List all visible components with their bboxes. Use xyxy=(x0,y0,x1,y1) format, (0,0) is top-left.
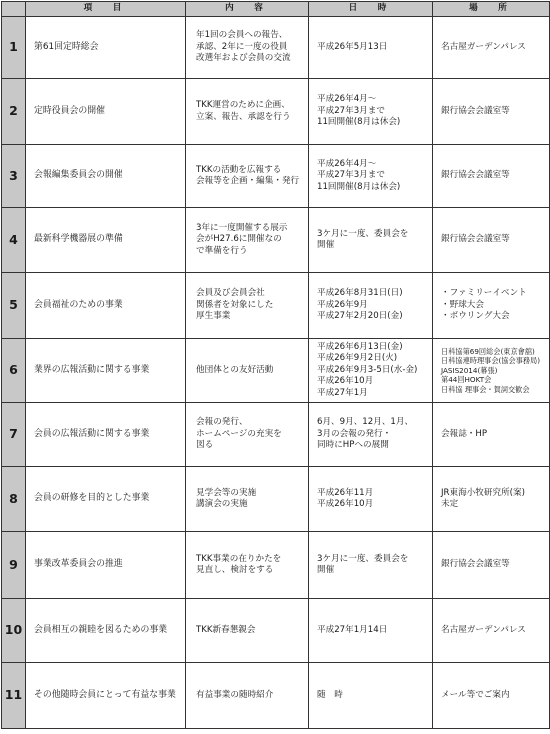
datetime-cell-line: 3ケ月に一度、委員会を xyxy=(317,228,409,239)
datetime-cell-line: 平成27年2月20日(金) xyxy=(317,311,403,322)
content-cell xyxy=(186,273,309,339)
datetime-cell xyxy=(309,339,433,403)
row-number: 8 xyxy=(2,467,26,532)
item-cell: 業界の広報活動に関する事業 xyxy=(26,339,186,403)
datetime-cell-line: 3月の会報の発行・ xyxy=(317,428,392,439)
row-number: 1 xyxy=(2,17,26,79)
content-cell-line: で準備を行う xyxy=(196,245,248,256)
place-cell xyxy=(433,467,550,532)
datetime-cell xyxy=(309,663,433,729)
table-row xyxy=(2,273,550,339)
schedule-table xyxy=(1,1,550,729)
place-cell-line: JASIS2014(幕張) xyxy=(441,365,498,375)
place-cell-line: メール等でご案内 xyxy=(441,689,510,700)
place-cell-line: 銀行協会会議室等 xyxy=(441,170,510,181)
content-cell-line: ホームページの充実を xyxy=(196,428,282,439)
datetime-cell-line: 平成26年9月3-5日(水-金) xyxy=(317,364,418,375)
content-cell-line: 年1回の会員への報告、 xyxy=(196,30,288,41)
table-row xyxy=(2,403,550,467)
datetime-cell xyxy=(309,532,433,599)
place-cell-line: JR東海小牧研究所(案) xyxy=(441,487,525,498)
content-cell-line: TKK事業の在りかたを xyxy=(196,553,282,564)
datetime-cell-line: 開催 xyxy=(317,240,335,250)
table-row xyxy=(2,599,550,663)
place-cell-line: 日科協連時理事会(協会事務局) xyxy=(441,356,541,366)
place-cell-line: 第44回HOKT会 xyxy=(441,375,492,385)
content-cell-line: 改選年および会員の交流 xyxy=(196,53,291,64)
header-datetime: 日 時 xyxy=(309,2,433,17)
content-cell xyxy=(186,663,309,729)
content-cell xyxy=(186,599,309,663)
content-cell-line: TKKの活動を広報する xyxy=(196,164,282,175)
content-cell xyxy=(186,403,309,467)
place-cell xyxy=(433,145,550,208)
header-content: 内 容 xyxy=(186,2,309,17)
table-row xyxy=(2,339,550,403)
place-cell-line: ・ボウリング大会 xyxy=(441,311,510,322)
item-cell: 会員福祉のための事業 xyxy=(26,273,186,339)
datetime-cell xyxy=(309,467,433,532)
item-cell: 最新科学機器展の準備 xyxy=(26,208,186,273)
row-number: 2 xyxy=(2,79,26,145)
item-cell: 会員の広報活動に関する事業 xyxy=(26,403,186,467)
datetime-cell xyxy=(309,599,433,663)
datetime-cell-line: 平成26年10月 xyxy=(317,499,374,509)
content-cell-line: 関係者を対象にした xyxy=(196,299,274,310)
place-cell xyxy=(433,532,550,599)
content-cell xyxy=(186,17,309,79)
content-cell-line: 会がH27.6に開催なの xyxy=(196,234,282,245)
place-cell-line: 日科協第69回総会(東京會舘) xyxy=(441,347,535,357)
row-number: 5 xyxy=(2,273,26,339)
table-row xyxy=(2,145,550,208)
content-cell-line: 会報等を企画・編集・発行 xyxy=(196,176,300,186)
content-cell xyxy=(186,208,309,273)
datetime-cell-line: 平成26年5月13日 xyxy=(317,41,388,52)
place-cell xyxy=(433,403,550,467)
item-cell: 会員相互の親睦を図るための事業 xyxy=(26,599,186,663)
row-number: 7 xyxy=(2,403,26,467)
content-cell-line: 図る xyxy=(196,440,214,451)
datetime-cell-line: 平成27年1月14日 xyxy=(317,624,388,635)
datetime-cell-line: 随 時 xyxy=(317,689,343,700)
content-cell-line: 講演会の実施 xyxy=(196,499,248,509)
datetime-cell-line: 平成27年3月まで xyxy=(317,105,385,116)
content-cell-line: 承認、2年に一度の役員 xyxy=(196,41,288,52)
row-number: 10 xyxy=(2,599,26,663)
content-cell xyxy=(186,145,309,208)
datetime-cell-line: 平成27年3月まで xyxy=(317,170,385,181)
content-cell-line: TKK運営のために企画、 xyxy=(196,100,290,111)
place-cell-line: 銀行協会会議室等 xyxy=(441,559,510,570)
content-cell-line: 他団体との友好活動 xyxy=(196,364,274,375)
datetime-cell-line: 平成26年11月 xyxy=(317,487,374,498)
datetime-cell-line: 6月、9月、12月、1月、 xyxy=(317,417,414,428)
datetime-cell-line: 平成26年10月 xyxy=(317,376,374,387)
table-row xyxy=(2,79,550,145)
content-cell xyxy=(186,79,309,145)
content-cell-line: 見直し、検討をする xyxy=(196,565,274,575)
row-number: 9 xyxy=(2,532,26,599)
datetime-cell-line: 11回開催(8月は休会) xyxy=(317,181,401,192)
datetime-cell-line: 3ケ月に一度、委員会を xyxy=(317,553,409,564)
content-cell xyxy=(186,532,309,599)
datetime-cell-line: 平成26年9月 xyxy=(317,299,368,310)
datetime-cell xyxy=(309,145,433,208)
datetime-cell xyxy=(309,273,433,339)
place-cell-line: 銀行協会会議室等 xyxy=(441,105,510,116)
place-cell-line: ・野球大会 xyxy=(441,299,484,310)
header-row xyxy=(2,2,550,17)
content-cell-line: 3年に一度開催する展示 xyxy=(196,222,288,233)
place-cell-line: 会報誌・HP xyxy=(441,428,488,439)
place-cell-line: 名古屋ガーデンパレス xyxy=(441,41,526,52)
content-cell-line: 立案、報告、承認を行う xyxy=(196,111,291,122)
content-cell-line: 有益事業の随時紹介 xyxy=(196,689,274,700)
row-number: 4 xyxy=(2,208,26,273)
row-number: 6 xyxy=(2,339,26,403)
place-cell-line: ・ファミリーイベント xyxy=(441,288,527,299)
place-cell-line: 未定 xyxy=(441,499,459,509)
datetime-cell-line: 平成26年6月13日(金) xyxy=(317,342,403,353)
content-cell-line: 会員及び会員会社 xyxy=(196,288,265,299)
item-cell: 会報編集委員会の開催 xyxy=(26,145,186,208)
place-cell xyxy=(433,339,550,403)
datetime-cell xyxy=(309,17,433,79)
place-cell xyxy=(433,79,550,145)
place-cell-line: 名古屋ガーデンパレス xyxy=(441,624,526,635)
content-cell-line: 会報の発行、 xyxy=(196,417,248,428)
place-cell-line: 銀行協会会議室等 xyxy=(441,234,510,245)
content-cell xyxy=(186,339,309,403)
place-cell xyxy=(433,599,550,663)
place-cell xyxy=(433,208,550,273)
header-corner xyxy=(2,2,26,17)
datetime-cell-line: 同時にHPへの展開 xyxy=(317,440,389,451)
datetime-cell-line: 平成27年1月 xyxy=(317,387,368,398)
datetime-cell-line: 平成26年4月～ xyxy=(317,158,377,169)
place-cell-line: 日科協 理事会・賀詞交歓会 xyxy=(441,384,530,394)
header-place: 場 所 xyxy=(433,2,550,17)
table-row xyxy=(2,663,550,729)
header-item: 項 目 xyxy=(26,2,186,17)
row-number: 11 xyxy=(2,663,26,729)
row-number: 3 xyxy=(2,145,26,208)
table-row xyxy=(2,532,550,599)
item-cell: 第61回定時総会 xyxy=(26,17,186,79)
datetime-cell-line: 開催 xyxy=(317,565,335,575)
datetime-cell-line: 11回開催(8月は休会) xyxy=(317,117,401,128)
datetime-cell xyxy=(309,208,433,273)
content-cell xyxy=(186,467,309,532)
table-row xyxy=(2,467,550,532)
table-row xyxy=(2,208,550,273)
datetime-cell-line: 平成26年9月2日(火) xyxy=(317,353,398,364)
datetime-cell-line: 平成26年4月～ xyxy=(317,94,377,105)
item-cell: その他随時会員にとって有益な事業 xyxy=(26,663,186,729)
content-cell-line: TKK新春懇親会 xyxy=(196,624,256,635)
item-cell: 定時役員会の開催 xyxy=(26,79,186,145)
datetime-cell xyxy=(309,79,433,145)
table-row xyxy=(2,17,550,79)
item-cell: 事業改革委員会の推進 xyxy=(26,532,186,599)
datetime-cell xyxy=(309,403,433,467)
datetime-cell-line: 平成26年8月31日(日) xyxy=(317,288,403,299)
place-cell xyxy=(433,17,550,79)
place-cell xyxy=(433,273,550,339)
place-cell xyxy=(433,663,550,729)
content-cell-line: 厚生事業 xyxy=(196,311,231,322)
content-cell-line: 見学会等の実施 xyxy=(196,487,257,498)
item-cell: 会員の研修を目的とした事業 xyxy=(26,467,186,532)
